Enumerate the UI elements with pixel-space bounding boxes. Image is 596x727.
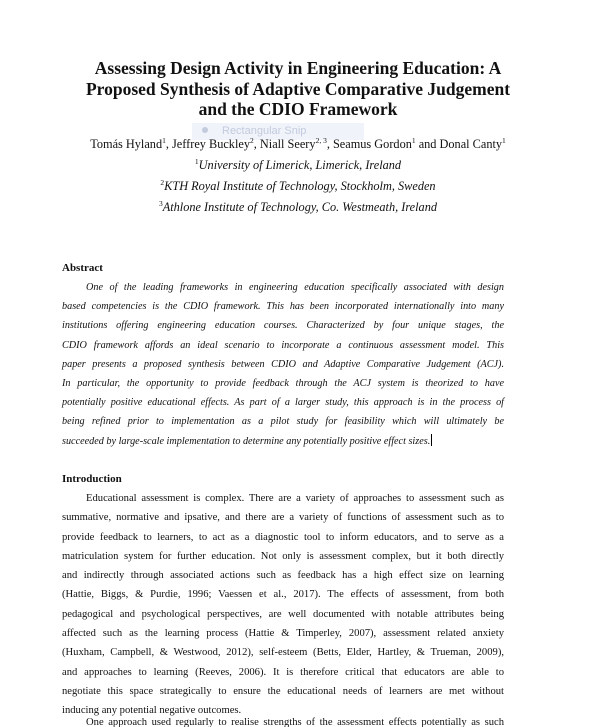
affiliation: [0, 200, 596, 215]
author-affiliation-mark: 1: [162, 135, 166, 145]
title-line: Assessing Design Activity in Engineering Education: A: [94, 58, 502, 78]
author-list: [0, 137, 596, 151]
author-affiliation-mark: 1: [502, 135, 506, 145]
author-affiliation-mark: 1: [411, 135, 416, 145]
body-line: and approaches to learning (Reeves, 2006). It is therefore critical that educators are able to: [62, 666, 504, 678]
body-line: (Huxham, Campbell, & Westwood, 2012), self-esteem (Betts, Elder, Hartley, & Trueman, 2009),: [62, 647, 504, 659]
author-name: Niall Seery: [259, 137, 316, 151]
body-line: summative, normative and ipsative, and there are a variety of functions of assessment such as to: [62, 512, 504, 524]
author-name: Donal Canty: [439, 137, 503, 151]
title-line: and the CDIO Framework: [198, 99, 398, 119]
abstract-line: being refined prior to implementation as a pilot study for feasibility which will ultimately be: [62, 416, 504, 428]
affiliation-text: University of Limerick, Limerick, Ireland: [198, 158, 402, 172]
author-name: Tomás Hyland: [90, 137, 163, 151]
cut-off-line: [62, 713, 504, 727]
text-cursor: [431, 434, 432, 446]
abstract-line: institutions offering engineering education courses. Characterized by four unique stages, the: [62, 320, 504, 332]
author-affiliation-mark: 2, 3: [315, 135, 327, 145]
introduction-body[interactable]: [62, 489, 504, 721]
author-affiliation-mark: 2: [249, 135, 254, 145]
affiliation-text: KTH Royal Institute of Technology, Stockholm, Sweden: [164, 179, 436, 193]
snip-mode-icon: [202, 127, 208, 133]
body-line: Educational assessment is complex. There are a variety of approaches to assessment such as: [86, 493, 504, 504]
body-line: inducing any potential negative outcomes.: [62, 705, 242, 717]
affiliation-mark: 3: [158, 198, 163, 208]
abstract-last-line: [62, 432, 504, 451]
abstract-heading: Abstract: [62, 262, 103, 274]
body-line: matriculation system for further education. Not only is assessment complex, but it both directly: [62, 550, 504, 562]
author-separator: ,: [326, 137, 333, 151]
abstract-line: based competencies is the CDIO framework. This has been incorporated internationally into many: [62, 301, 504, 313]
body-line: and indirectly through associated actions such as feedback has a high effect size on learning: [62, 570, 504, 582]
affiliation: [0, 158, 596, 173]
paper-title: [40, 58, 556, 120]
snip-mode-label: Rectangular Snip: [222, 125, 307, 137]
affiliation-text: Athlone Institute of Technology, Co. Westmeath, Ireland: [162, 200, 437, 214]
body-line: negotiate this space strategically to ensure the educational needs of learners are met without: [62, 685, 504, 697]
body-line: (Hattie, Biggs, & Purdie, 1996; Vaessen et al., 2017). The effects of assessment, from both: [62, 589, 504, 601]
introduction-heading: Introduction: [62, 473, 122, 485]
abstract-line: One of the leading frameworks in engineering education specifically associated with design: [86, 282, 504, 293]
body-line: affected such as the learning process (Hattie & Timperley, 2007), assessment related anxiety: [62, 628, 504, 640]
body-line: One approach used regularly to realise strengths of the assessment effects potentially as such: [86, 717, 504, 727]
affiliation-mark: 2: [160, 177, 165, 187]
title-line: Proposed Synthesis of Adaptive Comparative Judgement: [85, 78, 511, 99]
abstract-line: succeeded by large-scale implementation to determine any potentially positive effect sizes.: [62, 435, 431, 447]
affiliation: [0, 179, 596, 194]
author-name: Seamus Gordon: [332, 137, 412, 151]
affiliation-mark: 1: [194, 156, 199, 166]
abstract-line: In particular, the opportunity to provide feedback through the ACJ system is theorized to have: [62, 378, 504, 390]
abstract-line: CDIO framework affords an ideal scenario to incorporate a continuous assessment model. This: [62, 339, 504, 351]
author-separator: and: [415, 137, 440, 151]
abstract-body[interactable]: [62, 278, 504, 451]
author-separator: ,: [253, 137, 260, 151]
abstract-line: potentially positive educational effects. As part of a larger study, this approach is in the process of: [62, 397, 504, 409]
author-name: Jeffrey Buckley: [172, 137, 250, 151]
abstract-line: paper presents a proposed synthesis between CDIO and Adaptive Comparative Judgement (ACJ).: [62, 358, 504, 370]
author-separator: ,: [165, 137, 173, 151]
body-line: provide feedback to learners, to act as a diagnostic tool to inform educators, and to serve as a: [62, 531, 504, 543]
body-line: pedagogical and psychological perspectives, are well documented with notable attributes being: [62, 608, 504, 620]
